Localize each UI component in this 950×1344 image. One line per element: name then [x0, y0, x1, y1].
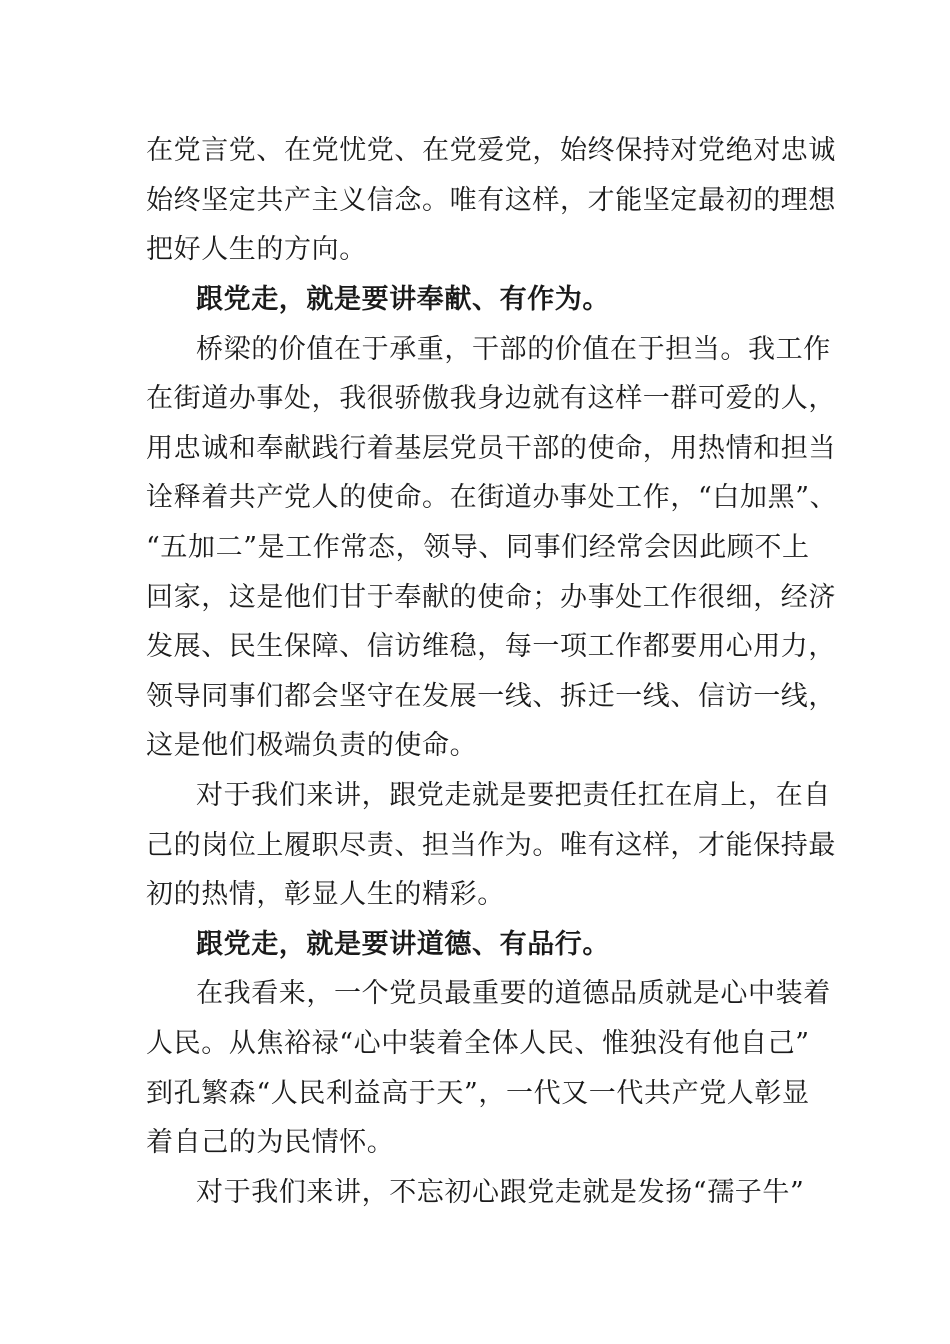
- text-line: 己的岗位上履职尽责、担当作为。唯有这样，才能保持最: [146, 830, 836, 861]
- text-line: 桥梁的价值在于承重，干部的价值在于担当。我工作: [196, 334, 831, 365]
- text-line: 初的热情，彰显人生的精彩。: [146, 879, 505, 910]
- section-heading: 跟党走，就是要讲道德、有品行。: [196, 929, 610, 960]
- text-line: 着自己的为民情怀。: [146, 1127, 395, 1158]
- text-line: 对于我们来讲，不忘初心跟党走就是发扬“孺子牛”: [196, 1177, 805, 1208]
- text-line: 回家，这是他们甘于奉献的使命；办事处工作很细，经济: [146, 582, 836, 613]
- text-line: 对于我们来讲，跟党走就是要把责任扛在肩上，在自: [196, 780, 831, 811]
- text-line: 这是他们极端负责的使命。: [146, 730, 478, 761]
- text-line: 发展、民生保障、信访维稳，每一项工作都要用心用力，: [146, 631, 836, 662]
- text-line: 把好人生的方向。: [146, 234, 367, 265]
- text-line: 人民。从焦裕禄“心中装着全体人民、惟独没有他自己”: [146, 1028, 810, 1059]
- text-line: 始终坚定共产主义信念。唯有这样，才能坚定最初的理想: [146, 185, 836, 216]
- text-line: 在党言党、在党忧党、在党爱党，始终保持对党绝对忠诚: [146, 135, 836, 166]
- text-line: “五加二”是工作常态，领导、同事们经常会因此顾不上: [146, 532, 810, 563]
- text-line: 到孔繁森“人民利益高于天”，一代又一代共产党人彰显: [146, 1078, 810, 1109]
- text-line: 领导同事们都会坚守在发展一线、拆迁一线、信访一线，: [146, 681, 836, 712]
- section-heading: 跟党走，就是要讲奉献、有作为。: [196, 284, 610, 315]
- text-line: 诠释着共产党人的使命。在街道办事处工作，“白加黑”、: [146, 482, 838, 513]
- text-line: 用忠诚和奉献践行着基层党员干部的使命，用热情和担当: [146, 433, 836, 464]
- text-line: 在我看来，一个党员最重要的道德品质就是心中装着: [196, 978, 831, 1009]
- text-line: 在街道办事处，我很骄傲我身边就有这样一群可爱的人，: [146, 383, 836, 414]
